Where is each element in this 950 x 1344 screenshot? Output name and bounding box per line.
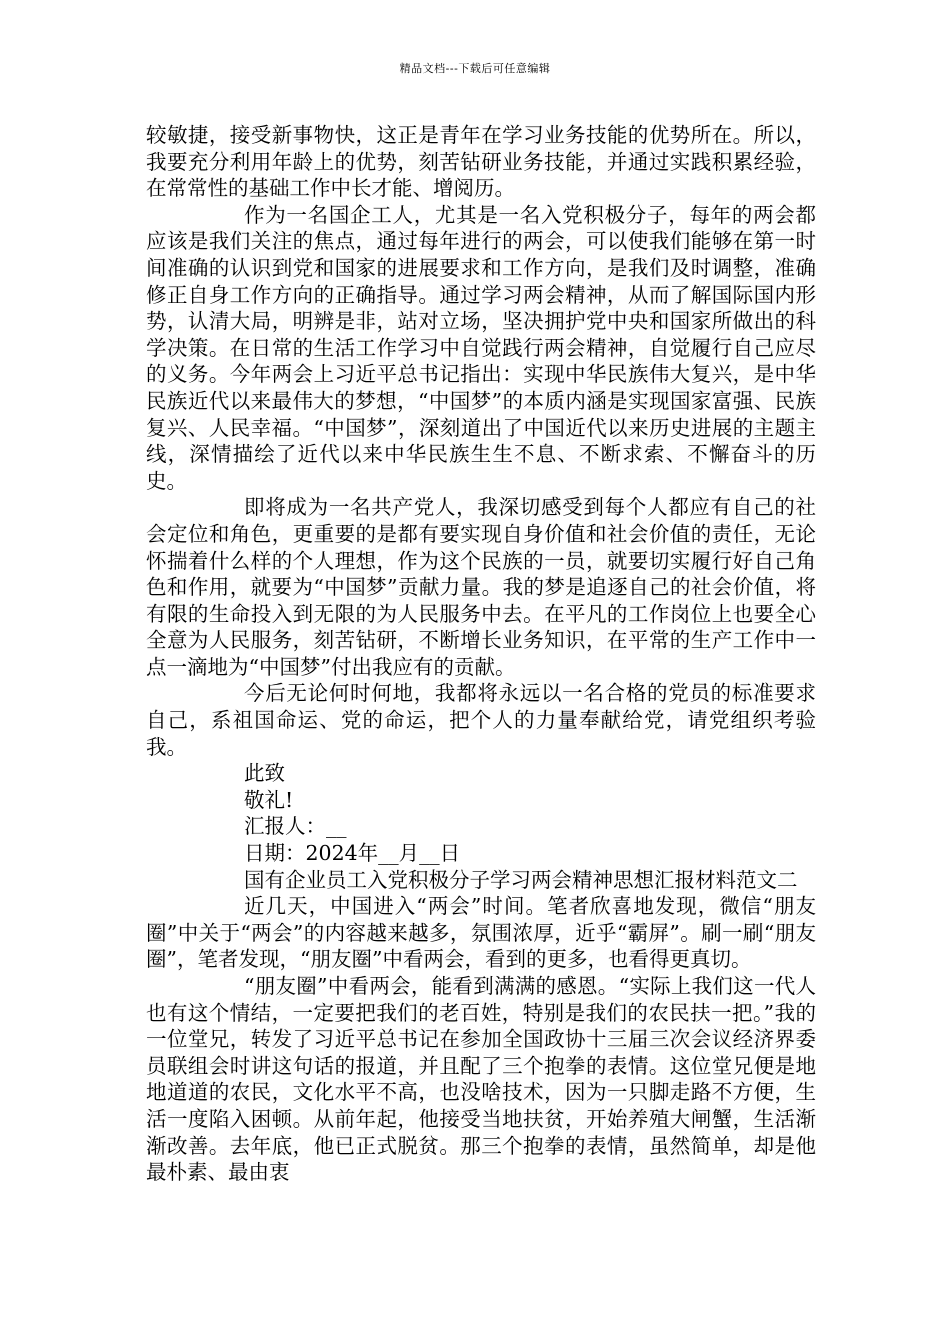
reporter-line: 汇报人：__ [244, 814, 347, 839]
paragraph-chinese-dream: 即将成为一名共产党人，我深切感受到每个人都应有自己的社会定位和角色，更重要的是都有要实现自身价值和社会价值的责任，无论怀揣着什么样的个人理想，作为这个民族的一员，就要切实履行好自己角色和作用，就要为“中国梦”贡献力量。我的梦是追逐自己的社会价值，将有限的生命投入到无限的为人民服务中去。在平凡的工作岗位上也要全心全意为人民服务，刻苦钻研，不断增长业务知识，在平常的生产工作中一点一滴地为“中国梦”付出我应有的贡献。 [146, 495, 816, 679]
page-header-note: 精品文档---下载后可任意编辑 [399, 62, 551, 75]
paragraph-two-sessions: 作为一名国企工人，尤其是一名入党积极分子，每年的两会都应该是我们关注的焦点，通过每年进行的两会，可以使我们能够在第一时间准确的认识到党和国家的进展要求和工作方向，是我们及时调整，准确修正自身工作方向的正确指导。通过学习两会精神，从而了解国际国内形势，认清大局，明辨是非，站对立场，坚决拥护党中央和国家所做出的科学决策。在日常的生活工作学习中自觉践行两会精神，自觉履行自己应尽的义务。今年两会上习近平总书记指出：实现中华民族伟大复兴，是中华民族近代以来最伟大的梦想，“中国梦”的本质内涵是实现国家富强、民族复兴、人民幸福。“中国梦”，深刻道出了中国近代以来历史进展的主题主线，深情描绘了近代以来中华民族生生不息、不断求索、不懈奋斗的历史。 [146, 202, 816, 493]
paragraph-friend-circle-intro: 近几天，中国进入“两会”时间。笔者欣喜地发现，微信“朋友圈”中关于“两会”的内容越来越多，氛围浓厚，近乎“霸屏”。刷一刷“朋友圈”，笔者发现，“朋友圈”中看两会，看到的更多，也看得更真切。 [146, 894, 816, 972]
document-body [146, 122, 816, 1186]
closing-salutation: 此致 [244, 761, 285, 786]
closing-regards: 敬礼! [244, 787, 294, 812]
paragraph-commitment: 今后无论何时何地，我都将永远以一名合格的党员的标准要求自己，系祖国命运、党的命运，把个人的力量奉献给党，请党组织考验我。 [146, 681, 816, 759]
section-two-title: 国有企业员工入党积极分子学习两会精神思想汇报材料范文二 [244, 867, 798, 892]
date-line: 日期：2024年__月__日 [244, 841, 461, 866]
paragraph-continuation: 较敏捷，接受新事物快，这正是青年在学习业务技能的优势所在。所以，我要充分利用年龄上的优势，刻苦钻研业务技能，并通过实践积累经验，在常常性的基础工作中长才能、增阅历。 [146, 123, 816, 201]
paragraph-gratitude: “朋友圈”中看两会，能看到满满的感恩。“实际上我们这一代人也有这个情结，一定要把我们的老百姓，特别是我们的农民扶一把。”我的一位堂兄，转发了习近平总书记在参加全国政协十三届三次会议经济界委员联组会时讲这句话的报道，并且配了三个抱拳的表情。这位堂兄便是地地道道的农民，文化水平不高，也没啥技术，因为一只脚走路不方便，生活一度陷入困顿。从前年起，他接受当地扶贫，开始养殖大闸蟹，生活渐渐改善。去年底，他已正式脱贫。那三个抱拳的表情，虽然简单，却是他最朴素、最由衷 [146, 974, 816, 1185]
